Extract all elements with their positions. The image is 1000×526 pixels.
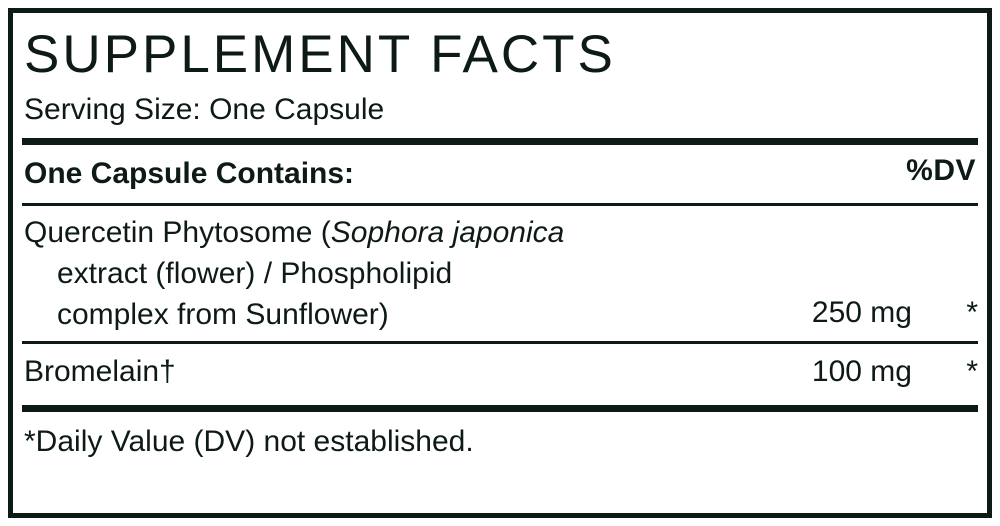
table-row <box>22 344 978 399</box>
nutrient-dv: * <box>966 355 978 388</box>
nutrient-name-line-2: Sophora japonica <box>330 216 565 249</box>
label-content <box>22 18 978 508</box>
table-header-name: One Capsule Contains: <box>24 157 355 190</box>
table-header-row <box>22 145 978 203</box>
nutrient-dv: * <box>966 296 978 329</box>
nutrient-name-line-3: extract (flower) / Phospholipid <box>57 257 453 290</box>
divider-thick-bottom <box>22 405 978 412</box>
nutrient-name <box>24 212 702 335</box>
table-row <box>22 206 978 341</box>
table-header-dv: %DV <box>906 154 976 187</box>
footnote-text: *Daily Value (DV) not established. <box>24 425 474 458</box>
page-title: SUPPLEMENT FACTS <box>24 25 616 84</box>
nutrient-name-line-4: complex from Sunflower) <box>57 298 389 331</box>
nutrient-name-line-1: Quercetin Phytosome ( <box>24 216 331 249</box>
nutrient-amount: 250 mg <box>811 296 912 329</box>
serving-size-text: Serving Size: One Capsule <box>24 93 385 126</box>
nutrient-amount: 100 mg <box>811 355 912 388</box>
divider-thick-top <box>22 138 978 145</box>
nutrient-name: Bromelain† <box>24 355 176 388</box>
